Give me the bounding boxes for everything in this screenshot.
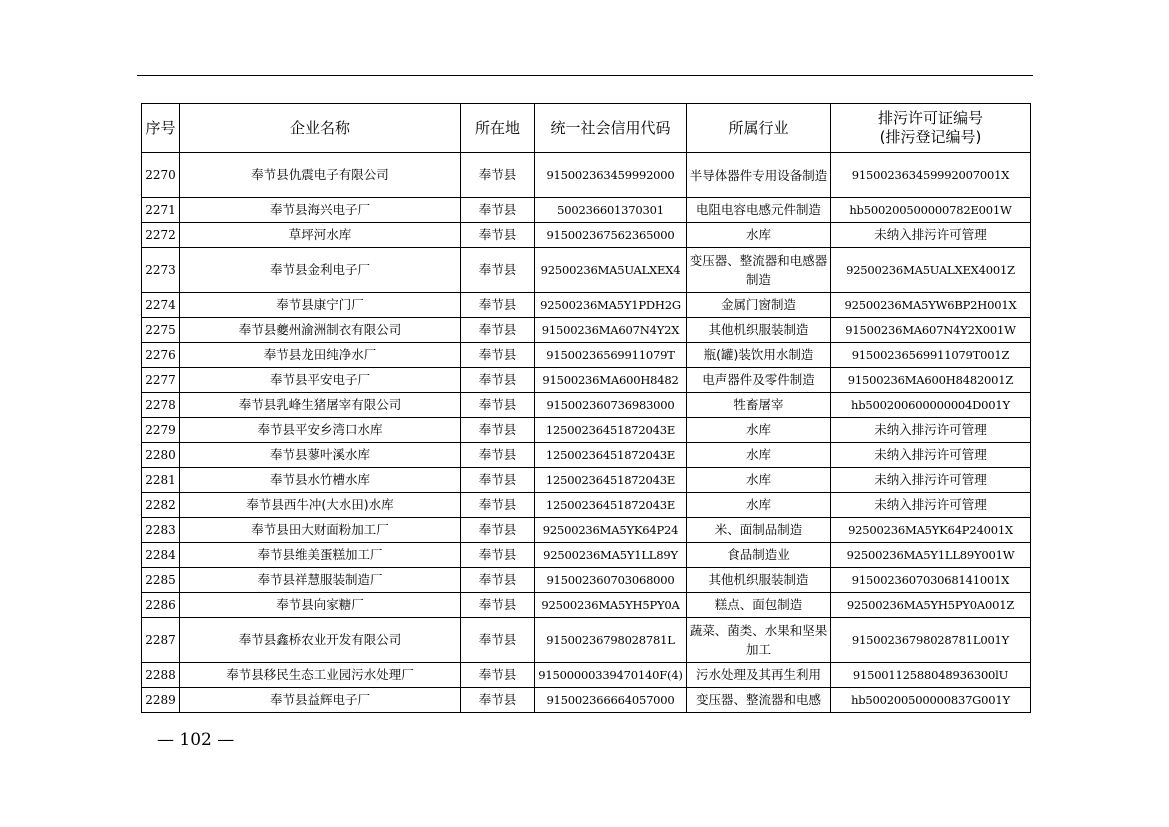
- cell-industry: 糕点、面包制造: [687, 593, 831, 618]
- cell-credit-code: 12500236451872043E: [535, 418, 687, 443]
- header-credit-code: 统一社会信用代码: [535, 104, 687, 153]
- cell-industry: 污水处理及其再生利用: [687, 663, 831, 688]
- cell-seq: 2272: [142, 223, 180, 248]
- cell-seq: 2270: [142, 153, 180, 198]
- table-row: [142, 493, 1031, 518]
- cell-industry: 电阻电容电感元件制造: [687, 198, 831, 223]
- cell-enterprise-name: 奉节县蓼叶溪水库: [180, 443, 461, 468]
- table-row: [142, 223, 1031, 248]
- header-seq: 序号: [142, 104, 180, 153]
- cell-industry: 食品制造业: [687, 543, 831, 568]
- cell-permit-number: 91500236798028781L001Y: [831, 618, 1031, 663]
- cell-permit-number: 91500236MA607N4Y2X001W: [831, 318, 1031, 343]
- cell-permit-number: 未纳入排污许可管理: [831, 493, 1031, 518]
- cell-enterprise-name: 草坪河水库: [180, 223, 461, 248]
- cell-industry: 水库: [687, 443, 831, 468]
- cell-seq: 2278: [142, 393, 180, 418]
- cell-seq: 2286: [142, 593, 180, 618]
- cell-industry: 牲畜屠宰: [687, 393, 831, 418]
- cell-seq: 2281: [142, 468, 180, 493]
- cell-seq: 2274: [142, 293, 180, 318]
- table-row: [142, 663, 1031, 688]
- cell-seq: 2284: [142, 543, 180, 568]
- header-permit-line2: (排污登记编号): [879, 128, 982, 146]
- cell-location: 奉节县: [461, 318, 535, 343]
- cell-permit-number: hb500200500000837G001Y: [831, 688, 1031, 713]
- cell-permit-number: 91500236569911079T001Z: [831, 343, 1031, 368]
- cell-enterprise-name: 奉节县康宁门厂: [180, 293, 461, 318]
- cell-credit-code: 12500236451872043E: [535, 468, 687, 493]
- cell-permit-number: 未纳入排污许可管理: [831, 468, 1031, 493]
- cell-location: 奉节县: [461, 248, 535, 293]
- table-row: [142, 153, 1031, 198]
- cell-permit-number: 91500112588048936300lU: [831, 663, 1031, 688]
- cell-location: 奉节县: [461, 418, 535, 443]
- cell-industry: 半导体器件专用设备制造: [687, 153, 831, 198]
- cell-seq: 2275: [142, 318, 180, 343]
- cell-enterprise-name: 奉节县平安乡湾口水库: [180, 418, 461, 443]
- cell-credit-code: 91500236MA600H8482: [535, 368, 687, 393]
- cell-seq: 2288: [142, 663, 180, 688]
- cell-location: 奉节县: [461, 568, 535, 593]
- cell-location: 奉节县: [461, 543, 535, 568]
- cell-credit-code: 500236601370301: [535, 198, 687, 223]
- table-row: [142, 568, 1031, 593]
- cell-enterprise-name: 奉节县仇震电子有限公司: [180, 153, 461, 198]
- cell-permit-number: 91500236MA600H8482001Z: [831, 368, 1031, 393]
- cell-industry: 其他机织服装制造: [687, 318, 831, 343]
- cell-seq: 2277: [142, 368, 180, 393]
- cell-seq: 2271: [142, 198, 180, 223]
- cell-permit-number: 92500236MA5UALXEX4001Z: [831, 248, 1031, 293]
- table-row: [142, 688, 1031, 713]
- cell-industry: 水库: [687, 223, 831, 248]
- cell-permit-number: 未纳入排污许可管理: [831, 418, 1031, 443]
- cell-location: 奉节县: [461, 293, 535, 318]
- cell-location: 奉节县: [461, 518, 535, 543]
- cell-seq: 2283: [142, 518, 180, 543]
- cell-credit-code: 12500236451872043E: [535, 443, 687, 468]
- cell-permit-number: 92500236MA5Y1LL89Y001W: [831, 543, 1031, 568]
- cell-credit-code: 12500236451872043E: [535, 493, 687, 518]
- table-row: [142, 593, 1031, 618]
- header-permit: [831, 104, 1031, 153]
- cell-permit-number: 未纳入排污许可管理: [831, 223, 1031, 248]
- cell-location: 奉节县: [461, 198, 535, 223]
- cell-enterprise-name: 奉节县田大财面粉加工厂: [180, 518, 461, 543]
- header-rule: [137, 75, 1033, 76]
- cell-enterprise-name: 奉节县西牛冲(大水田)水库: [180, 493, 461, 518]
- cell-enterprise-name: 奉节县祥慧服装制造厂: [180, 568, 461, 593]
- cell-location: 奉节县: [461, 368, 535, 393]
- cell-credit-code: 91500000339470140F(4): [535, 663, 687, 688]
- cell-credit-code: 91500236MA607N4Y2X: [535, 318, 687, 343]
- cell-permit-number: 92500236MA5YK64P24001X: [831, 518, 1031, 543]
- table-row: [142, 468, 1031, 493]
- table-row: [142, 318, 1031, 343]
- cell-industry: 变压器、整流器和电感器制造: [687, 248, 831, 293]
- header-name: 企业名称: [180, 104, 461, 153]
- table-row: [142, 368, 1031, 393]
- cell-credit-code: 915002363459992000: [535, 153, 687, 198]
- table-row: [142, 418, 1031, 443]
- cell-enterprise-name: 奉节县平安电子厂: [180, 368, 461, 393]
- table-body: [142, 153, 1031, 713]
- cell-credit-code: 92500236MA5YK64P24: [535, 518, 687, 543]
- cell-seq: 2276: [142, 343, 180, 368]
- cell-seq: 2287: [142, 618, 180, 663]
- cell-location: 奉节县: [461, 618, 535, 663]
- cell-location: 奉节县: [461, 443, 535, 468]
- table-row: [142, 443, 1031, 468]
- cell-industry: 变压器、整流器和电感: [687, 688, 831, 713]
- table-row: [142, 618, 1031, 663]
- cell-industry: 水库: [687, 418, 831, 443]
- cell-industry: 电声器件及零件制造: [687, 368, 831, 393]
- cell-enterprise-name: 奉节县向家糖厂: [180, 593, 461, 618]
- cell-location: 奉节县: [461, 393, 535, 418]
- cell-seq: 2289: [142, 688, 180, 713]
- cell-permit-number: 未纳入排污许可管理: [831, 443, 1031, 468]
- header-permit-line1: 排污许可证编号: [877, 109, 983, 127]
- cell-credit-code: 915002366664057000: [535, 688, 687, 713]
- table-row: [142, 518, 1031, 543]
- cell-credit-code: 91500236569911079T: [535, 343, 687, 368]
- cell-location: 奉节县: [461, 593, 535, 618]
- cell-location: 奉节县: [461, 663, 535, 688]
- table-row: [142, 393, 1031, 418]
- cell-permit-number: 915002363459992007001X: [831, 153, 1031, 198]
- cell-enterprise-name: 奉节县水竹槽水库: [180, 468, 461, 493]
- table-row: [142, 293, 1031, 318]
- cell-seq: 2279: [142, 418, 180, 443]
- table-row: [142, 198, 1031, 223]
- page-number: — 102 —: [157, 730, 235, 750]
- cell-credit-code: 92500236MA5UALXEX4: [535, 248, 687, 293]
- cell-location: 奉节县: [461, 493, 535, 518]
- cell-industry: 米、面制品制造: [687, 518, 831, 543]
- cell-location: 奉节县: [461, 343, 535, 368]
- cell-industry: 瓶(罐)装饮用水制造: [687, 343, 831, 368]
- cell-seq: 2285: [142, 568, 180, 593]
- cell-location: 奉节县: [461, 468, 535, 493]
- cell-seq: 2280: [142, 443, 180, 468]
- cell-permit-number: hb500200500000782E001W: [831, 198, 1031, 223]
- cell-credit-code: 92500236MA5Y1PDH2G: [535, 293, 687, 318]
- cell-industry: 水库: [687, 468, 831, 493]
- cell-location: 奉节县: [461, 153, 535, 198]
- enterprise-registry-table: [141, 103, 1031, 713]
- cell-enterprise-name: 奉节县益辉电子厂: [180, 688, 461, 713]
- cell-industry: 金属门窗制造: [687, 293, 831, 318]
- header-location: 所在地: [461, 104, 535, 153]
- table-row: [142, 543, 1031, 568]
- cell-seq: 2273: [142, 248, 180, 293]
- cell-seq: 2282: [142, 493, 180, 518]
- cell-enterprise-name: 奉节县海兴电子厂: [180, 198, 461, 223]
- cell-credit-code: 92500236MA5YH5PY0A: [535, 593, 687, 618]
- cell-enterprise-name: 奉节县夔州渝洲制衣有限公司: [180, 318, 461, 343]
- cell-industry: 水库: [687, 493, 831, 518]
- cell-permit-number: 92500236MA5YW6BP2H001X: [831, 293, 1031, 318]
- cell-enterprise-name: 奉节县维美蛋糕加工厂: [180, 543, 461, 568]
- cell-enterprise-name: 奉节县金利电子厂: [180, 248, 461, 293]
- cell-enterprise-name: 奉节县乳峰生猪屠宰有限公司: [180, 393, 461, 418]
- table-row: [142, 343, 1031, 368]
- cell-permit-number: 915002360703068141001X: [831, 568, 1031, 593]
- table-header-row: [142, 104, 1031, 153]
- cell-enterprise-name: 奉节县龙田纯净水厂: [180, 343, 461, 368]
- cell-location: 奉节县: [461, 223, 535, 248]
- cell-credit-code: 91500236798028781L: [535, 618, 687, 663]
- cell-permit-number: hb500200600000004D001Y: [831, 393, 1031, 418]
- cell-industry: 其他机织服装制造: [687, 568, 831, 593]
- cell-location: 奉节县: [461, 688, 535, 713]
- cell-credit-code: 915002360703068000: [535, 568, 687, 593]
- header-industry: 所属行业: [687, 104, 831, 153]
- cell-credit-code: 92500236MA5Y1LL89Y: [535, 543, 687, 568]
- cell-industry: 蔬菜、菌类、水果和坚果加工: [687, 618, 831, 663]
- cell-credit-code: 915002360736983000: [535, 393, 687, 418]
- cell-credit-code: 915002367562365000: [535, 223, 687, 248]
- table-row: [142, 248, 1031, 293]
- cell-enterprise-name: 奉节县鑫桥农业开发有限公司: [180, 618, 461, 663]
- cell-permit-number: 92500236MA5YH5PY0A001Z: [831, 593, 1031, 618]
- cell-enterprise-name: 奉节县移民生态工业园污水处理厂: [180, 663, 461, 688]
